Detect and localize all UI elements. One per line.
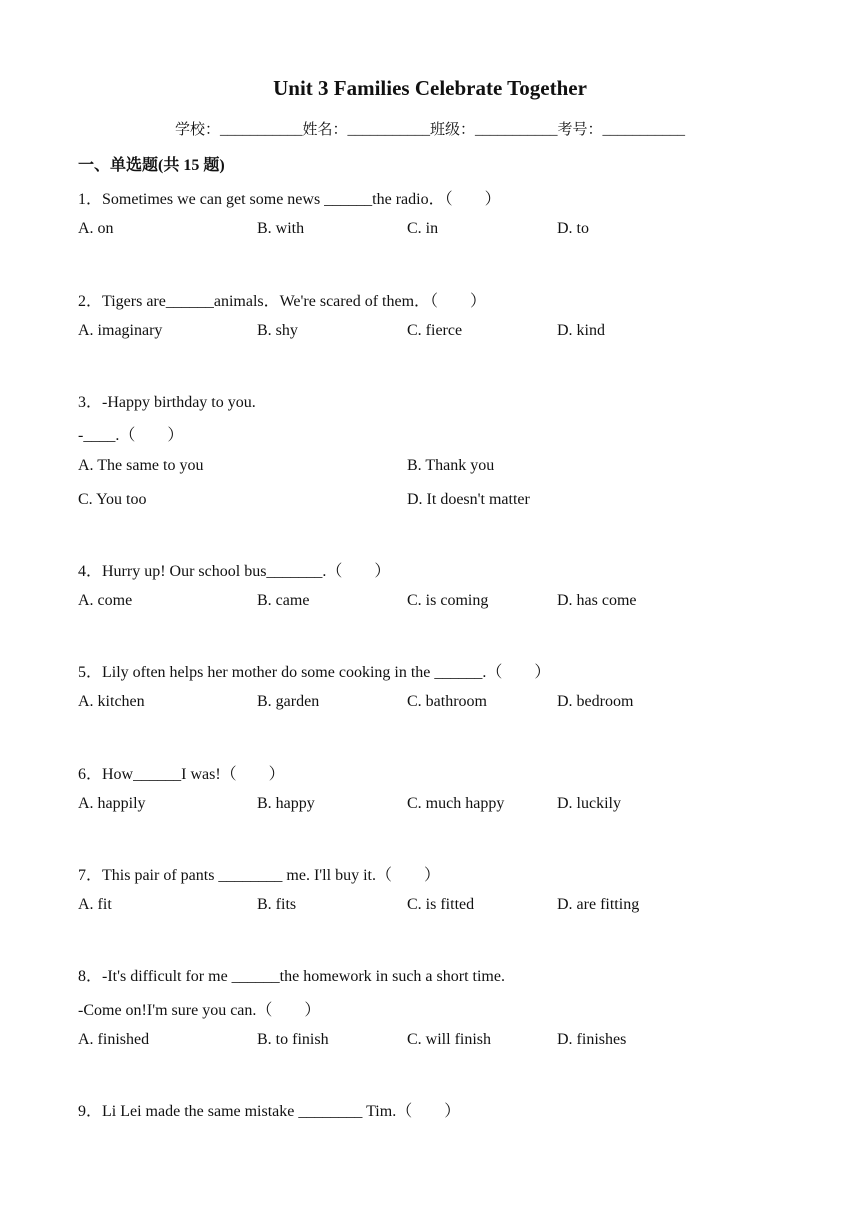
question-3-option-b: B. Thank you	[407, 457, 495, 474]
question-8-stem: 8．-It's difficult for me ______the homework in such a short time.	[78, 968, 505, 985]
question-2-stem: 2．Tigers are______animals．We're scared of them．（ ）	[78, 293, 487, 310]
question-8-stem-line-2: -Come on!I'm sure you can.（ ）	[78, 1002, 321, 1019]
question-2-option-b: B. shy	[257, 322, 298, 339]
question-6-option-d: D. luckily	[557, 795, 621, 812]
question-4-option-d: D. has come	[557, 592, 637, 609]
question-1-option-c: C. in	[407, 220, 439, 237]
question-8-option-b: B. to finish	[257, 1031, 329, 1048]
question-4-option-b: B. came	[257, 592, 310, 609]
question-4-option-c: C. is coming	[407, 592, 489, 609]
question-3-stem-line-2: -____.（ ）	[78, 427, 184, 444]
question-1-option-a: A. on	[78, 220, 114, 237]
question-8-option-c: C. will finish	[407, 1031, 492, 1048]
question-8-option-d: D. finishes	[557, 1031, 627, 1048]
question-3-option-c: C. You too	[78, 491, 147, 508]
question-5-option-b: B. garden	[257, 693, 320, 710]
question-6-option-a: A. happily	[78, 795, 146, 812]
student-info-line: 学校：___________姓名：___________班级：___________考号：___________	[174, 122, 685, 138]
question-1-option-d: D. to	[557, 220, 589, 237]
question-7-option-c: C. is fitted	[407, 896, 475, 913]
question-7-stem: 7．This pair of pants ________ me. I'll buy it.（ ）	[78, 867, 440, 884]
question-6-option-b: B. happy	[257, 795, 315, 812]
question-4-option-a: A. come	[78, 592, 133, 609]
question-6-option-c: C. much happy	[407, 795, 505, 812]
question-5-stem: 5．Lily often helps her mother do some cooking in the ______.（ ）	[78, 664, 551, 681]
question-9-stem: 9．Li Lei made the same mistake ________ Tim.（ ）	[78, 1103, 461, 1120]
question-2-option-a: A. imaginary	[78, 322, 163, 339]
question-7-option-a: A. fit	[78, 896, 112, 913]
question-7-option-d: D. are fitting	[557, 896, 640, 913]
section-heading: 一、单选题(共 15 题)	[78, 157, 225, 174]
page-title: Unit 3 Families Celebrate Together	[273, 76, 587, 100]
question-5-option-c: C. bathroom	[407, 693, 487, 710]
question-4-stem: 4．Hurry up! Our school bus_______.（ ）	[78, 563, 391, 580]
question-3-stem: 3．-Happy birthday to you.	[78, 394, 256, 411]
question-7-option-b: B. fits	[257, 896, 297, 913]
question-2-option-c: C. fierce	[407, 322, 463, 339]
question-1-option-b: B. with	[257, 220, 305, 237]
question-5-option-d: D. bedroom	[557, 693, 634, 710]
question-2-option-d: D. kind	[557, 322, 605, 339]
question-3-option-d: D. It doesn't matter	[407, 491, 530, 508]
question-6-stem: 6．How______I was!（ ）	[78, 766, 285, 783]
question-5-option-a: A. kitchen	[78, 693, 145, 710]
question-3-option-a: A. The same to you	[78, 457, 204, 474]
question-1-stem: 1．Sometimes we can get some news ______the radio．（ ）	[78, 191, 501, 208]
question-8-option-a: A. finished	[78, 1031, 150, 1048]
